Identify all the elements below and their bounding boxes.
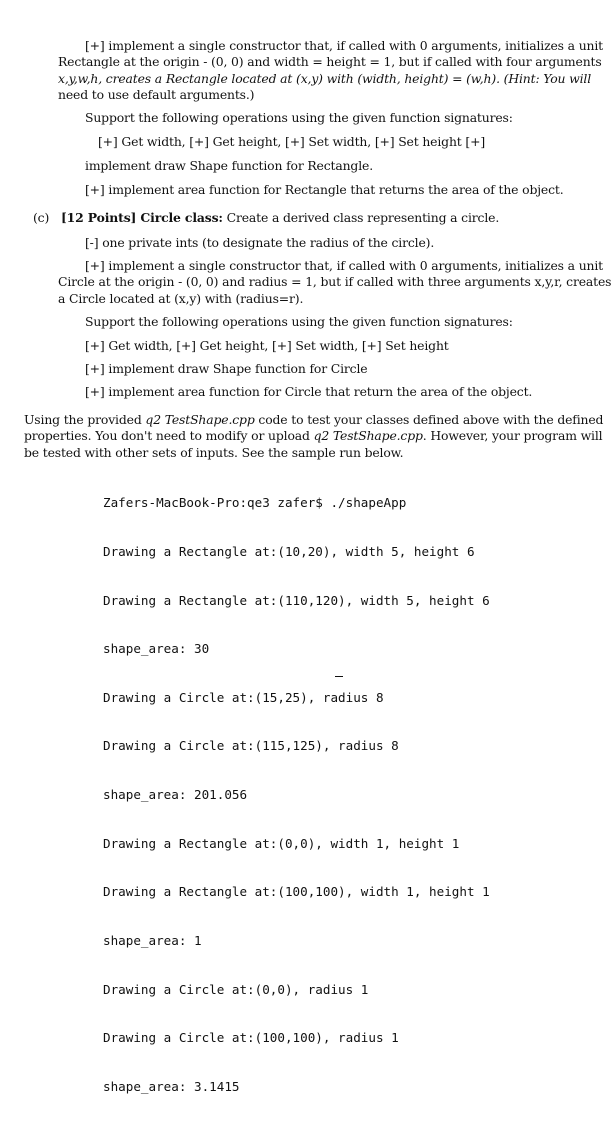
rectangle-area-text: [+] implement area function for Rectangle that returns the area of the object. xyxy=(85,182,564,197)
circle-draw-text: [+] implement draw Shape function for Circle xyxy=(85,361,368,376)
rectangle-support-text: Support the following operations using the given function signatures: xyxy=(85,110,513,125)
circle-constructor-line-3: a Circle located at (x,y) with (radius=r). xyxy=(58,290,304,306)
rectangle-getset-text: [+] Get width, [+] Get height, [+] Set width, [+] Set height [+] xyxy=(98,134,486,149)
terminal-line: Drawing a Circle at:(0,0), radius 1 xyxy=(103,981,369,997)
terminal-line: shape_area: 30 xyxy=(103,641,210,657)
usage-line-2 xyxy=(24,428,603,444)
usage-filename-1: q2 TestShape.cpp xyxy=(145,412,255,427)
terminal-line: Drawing a Rectangle at:(0,0), width 1, height 1 xyxy=(103,835,460,851)
circle-area-text: [+] implement area function for Circle that return the area of the object. xyxy=(85,384,533,399)
usage-line-2-c: . However, your program will xyxy=(422,428,603,444)
usage-paragraph xyxy=(24,412,603,461)
rectangle-constructor-paragraph xyxy=(58,38,603,104)
sample-run-output xyxy=(103,463,490,1127)
usage-line-2-a: properties. You don't need to modify or upload xyxy=(24,428,314,444)
circle-constructor-line-1: [+] implement a single constructor that, if called with 0 arguments, initializes a unit xyxy=(85,258,603,273)
circle-heading-label: (c) xyxy=(33,210,50,225)
terminal-cursor xyxy=(335,676,343,677)
terminal-line: Drawing a Rectangle at:(100,100), width 1, height 1 xyxy=(103,884,490,900)
rectangle-constructor-line-1: [+] implement a single constructor that, if called with 0 arguments, initializes a unit xyxy=(85,38,603,53)
terminal-line: shape_area: 3.1415 xyxy=(103,1078,240,1094)
usage-filename-2: q2 TestShape.cpp xyxy=(313,428,423,444)
rectangle-constructor-line-2: Rectangle at the origin - (0, 0) and width = height = 1, but if called with four arguments xyxy=(58,54,602,70)
circle-constructor-line-2: Circle at the origin - (0, 0) and radius = 1, but if called with three arguments x,y,r, creates xyxy=(58,274,611,290)
terminal-line: Zafers-MacBook-Pro:qe3 zafer$ ./shapeApp xyxy=(103,495,407,511)
circle-private-text: [-] one private ints (to designate the radius of the circle). xyxy=(85,235,435,250)
terminal-line: Drawing a Circle at:(115,125), radius 8 xyxy=(103,738,399,754)
circle-heading-desc: Create a derived class representing a circle. xyxy=(222,210,500,225)
circle-constructor-paragraph xyxy=(58,258,611,307)
circle-support-text: Support the following operations using the given function signatures: xyxy=(85,314,513,329)
usage-line-1 xyxy=(24,412,603,428)
circle-heading xyxy=(33,210,499,226)
usage-line-1-a: Using the provided xyxy=(24,412,146,427)
circle-heading-points: [12 Points] Circle class: xyxy=(60,210,223,225)
rectangle-draw-text: implement draw Shape function for Rectangle. xyxy=(85,158,373,173)
terminal-line: Drawing a Rectangle at:(110,120), width 5, height 6 xyxy=(103,592,490,608)
usage-line-3: be tested with other sets of inputs. See the sample run below. xyxy=(24,444,404,460)
terminal-line: Drawing a Circle at:(15,25), radius 8 xyxy=(103,689,384,705)
usage-line-1-c: code to test your classes defined above with the defined xyxy=(254,412,604,427)
rectangle-constructor-line-4: need to use default arguments.) xyxy=(58,87,255,103)
terminal-line: Drawing a Circle at:(100,100), radius 1 xyxy=(103,1030,399,1046)
circle-getset-text: [+] Get width, [+] Get height, [+] Set width, [+] Set height xyxy=(85,338,449,353)
terminal-line: shape_area: 201.056 xyxy=(103,787,248,803)
terminal-line: Drawing a Rectangle at:(10,20), width 5, height 6 xyxy=(103,544,475,560)
terminal-line: shape_area: 1 xyxy=(103,932,202,948)
rectangle-constructor-line-3: x,y,w,h, creates a Rectangle located at (x,y) with (width, height) = (w,h). (Hint: You will xyxy=(58,70,592,86)
